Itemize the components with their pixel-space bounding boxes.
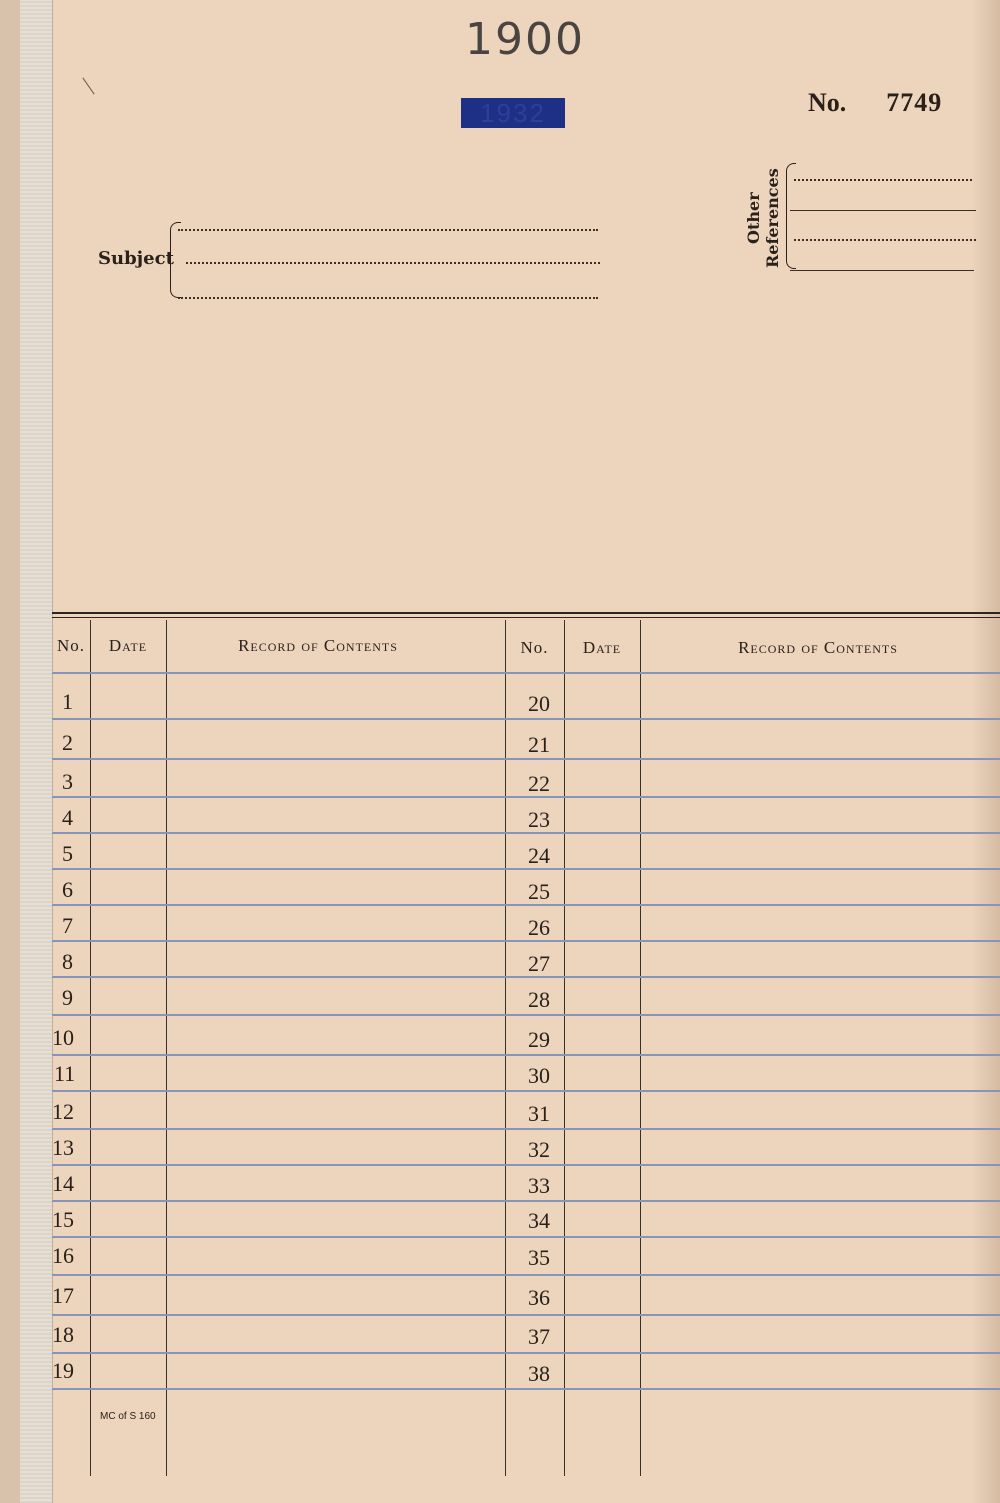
ruled-line (52, 1236, 1000, 1238)
file-number-value: 7749 (886, 88, 943, 117)
table-top-rule-1 (52, 612, 1000, 614)
row-number: 8 (62, 949, 73, 974)
row-number: 12 (52, 1099, 74, 1124)
reference-line-1[interactable] (794, 179, 972, 181)
row-number: 27 (528, 951, 550, 976)
reference-line-4[interactable] (790, 270, 974, 271)
row-number: 23 (528, 807, 550, 832)
divider-record-left (166, 620, 167, 1476)
file-number (808, 88, 942, 118)
row-number: 35 (528, 1245, 550, 1270)
form-code: MC of S 160 (100, 1411, 156, 1422)
row-number: 13 (52, 1135, 74, 1160)
row-number: 38 (528, 1361, 550, 1386)
row-number: 28 (528, 987, 550, 1012)
row-number: 24 (528, 843, 550, 868)
divider-no-right (505, 620, 506, 1476)
ruled-line (52, 868, 1000, 870)
row-number: 9 (62, 985, 73, 1010)
row-number: 2 (62, 730, 73, 755)
divider-record-right (640, 620, 641, 1476)
printed-year: 1900 (465, 14, 585, 65)
stamped-year: 1932 (461, 98, 565, 128)
row-number: 7 (62, 913, 73, 938)
ruled-line (52, 1014, 1000, 1016)
row-number: 17 (52, 1283, 74, 1308)
row-number: 3 (62, 769, 73, 794)
page-edge-right (972, 0, 1000, 1503)
subject-brace (170, 222, 181, 298)
subject-line-2[interactable] (186, 262, 600, 264)
page-edge-left (0, 0, 21, 1503)
ruled-line (52, 1054, 1000, 1056)
header-record-left: Record of Contents (238, 636, 398, 655)
other-references-line-2: References (763, 168, 782, 268)
row-number: 11 (54, 1061, 76, 1086)
row-number: 34 (528, 1208, 550, 1233)
ruled-line (52, 1274, 1000, 1276)
ruled-line (52, 1090, 1000, 1092)
header-no-left: No. (56, 636, 86, 655)
table-top-rule-2 (52, 617, 1000, 618)
row-number: 21 (528, 732, 550, 757)
row-number: 33 (528, 1173, 550, 1198)
ruled-line (52, 976, 1000, 978)
row-number: 6 (62, 877, 73, 902)
reference-line-3[interactable] (794, 239, 976, 241)
header-no-right: No. (520, 638, 549, 657)
ruled-line (52, 904, 1000, 906)
cloth-binding (20, 0, 53, 1503)
row-number: 18 (52, 1322, 74, 1347)
divider-date-left (90, 620, 91, 1476)
row-number: 25 (528, 879, 550, 904)
row-number: 1 (62, 689, 73, 714)
row-number: 26 (528, 915, 550, 940)
row-number: 36 (528, 1285, 550, 1310)
row-number: 29 (528, 1027, 550, 1052)
row-number: 5 (62, 841, 73, 866)
subject-label: Subject (98, 248, 174, 269)
ruled-line (52, 1200, 1000, 1202)
row-number: 32 (528, 1137, 550, 1162)
ruled-line (52, 1164, 1000, 1166)
pen-mark (82, 78, 94, 95)
ruled-line (52, 1314, 1000, 1316)
divider-date-right (564, 620, 565, 1476)
ruled-line (52, 796, 1000, 798)
row-number: 31 (528, 1101, 550, 1126)
row-number: 20 (528, 691, 550, 716)
ruled-line (52, 832, 1000, 834)
ruled-line (52, 718, 1000, 720)
header-date-left: Date (108, 636, 148, 655)
row-number: 37 (528, 1324, 550, 1349)
subject-line-1[interactable] (178, 229, 598, 231)
ruled-line (52, 1352, 1000, 1354)
row-number: 19 (52, 1358, 74, 1383)
ruled-line (52, 758, 1000, 760)
ruled-line (52, 940, 1000, 942)
row-number: 4 (62, 805, 73, 830)
file-number-label: No. (808, 88, 847, 117)
other-references-label (744, 168, 782, 268)
row-number: 10 (52, 1025, 74, 1050)
row-number: 15 (52, 1207, 74, 1232)
header-date-right: Date (582, 638, 622, 657)
header-record-right: Record of Contents (738, 638, 898, 657)
row-number: 30 (528, 1063, 550, 1088)
ruled-line (52, 1128, 1000, 1130)
ruled-line (52, 1388, 1000, 1390)
ruled-line (52, 672, 1000, 674)
reference-line-2[interactable] (790, 210, 976, 211)
row-number: 14 (52, 1171, 74, 1196)
row-number: 22 (528, 771, 550, 796)
subject-line-3[interactable] (178, 297, 598, 299)
row-number: 16 (52, 1243, 74, 1268)
other-references-line-1: Other (744, 192, 763, 244)
